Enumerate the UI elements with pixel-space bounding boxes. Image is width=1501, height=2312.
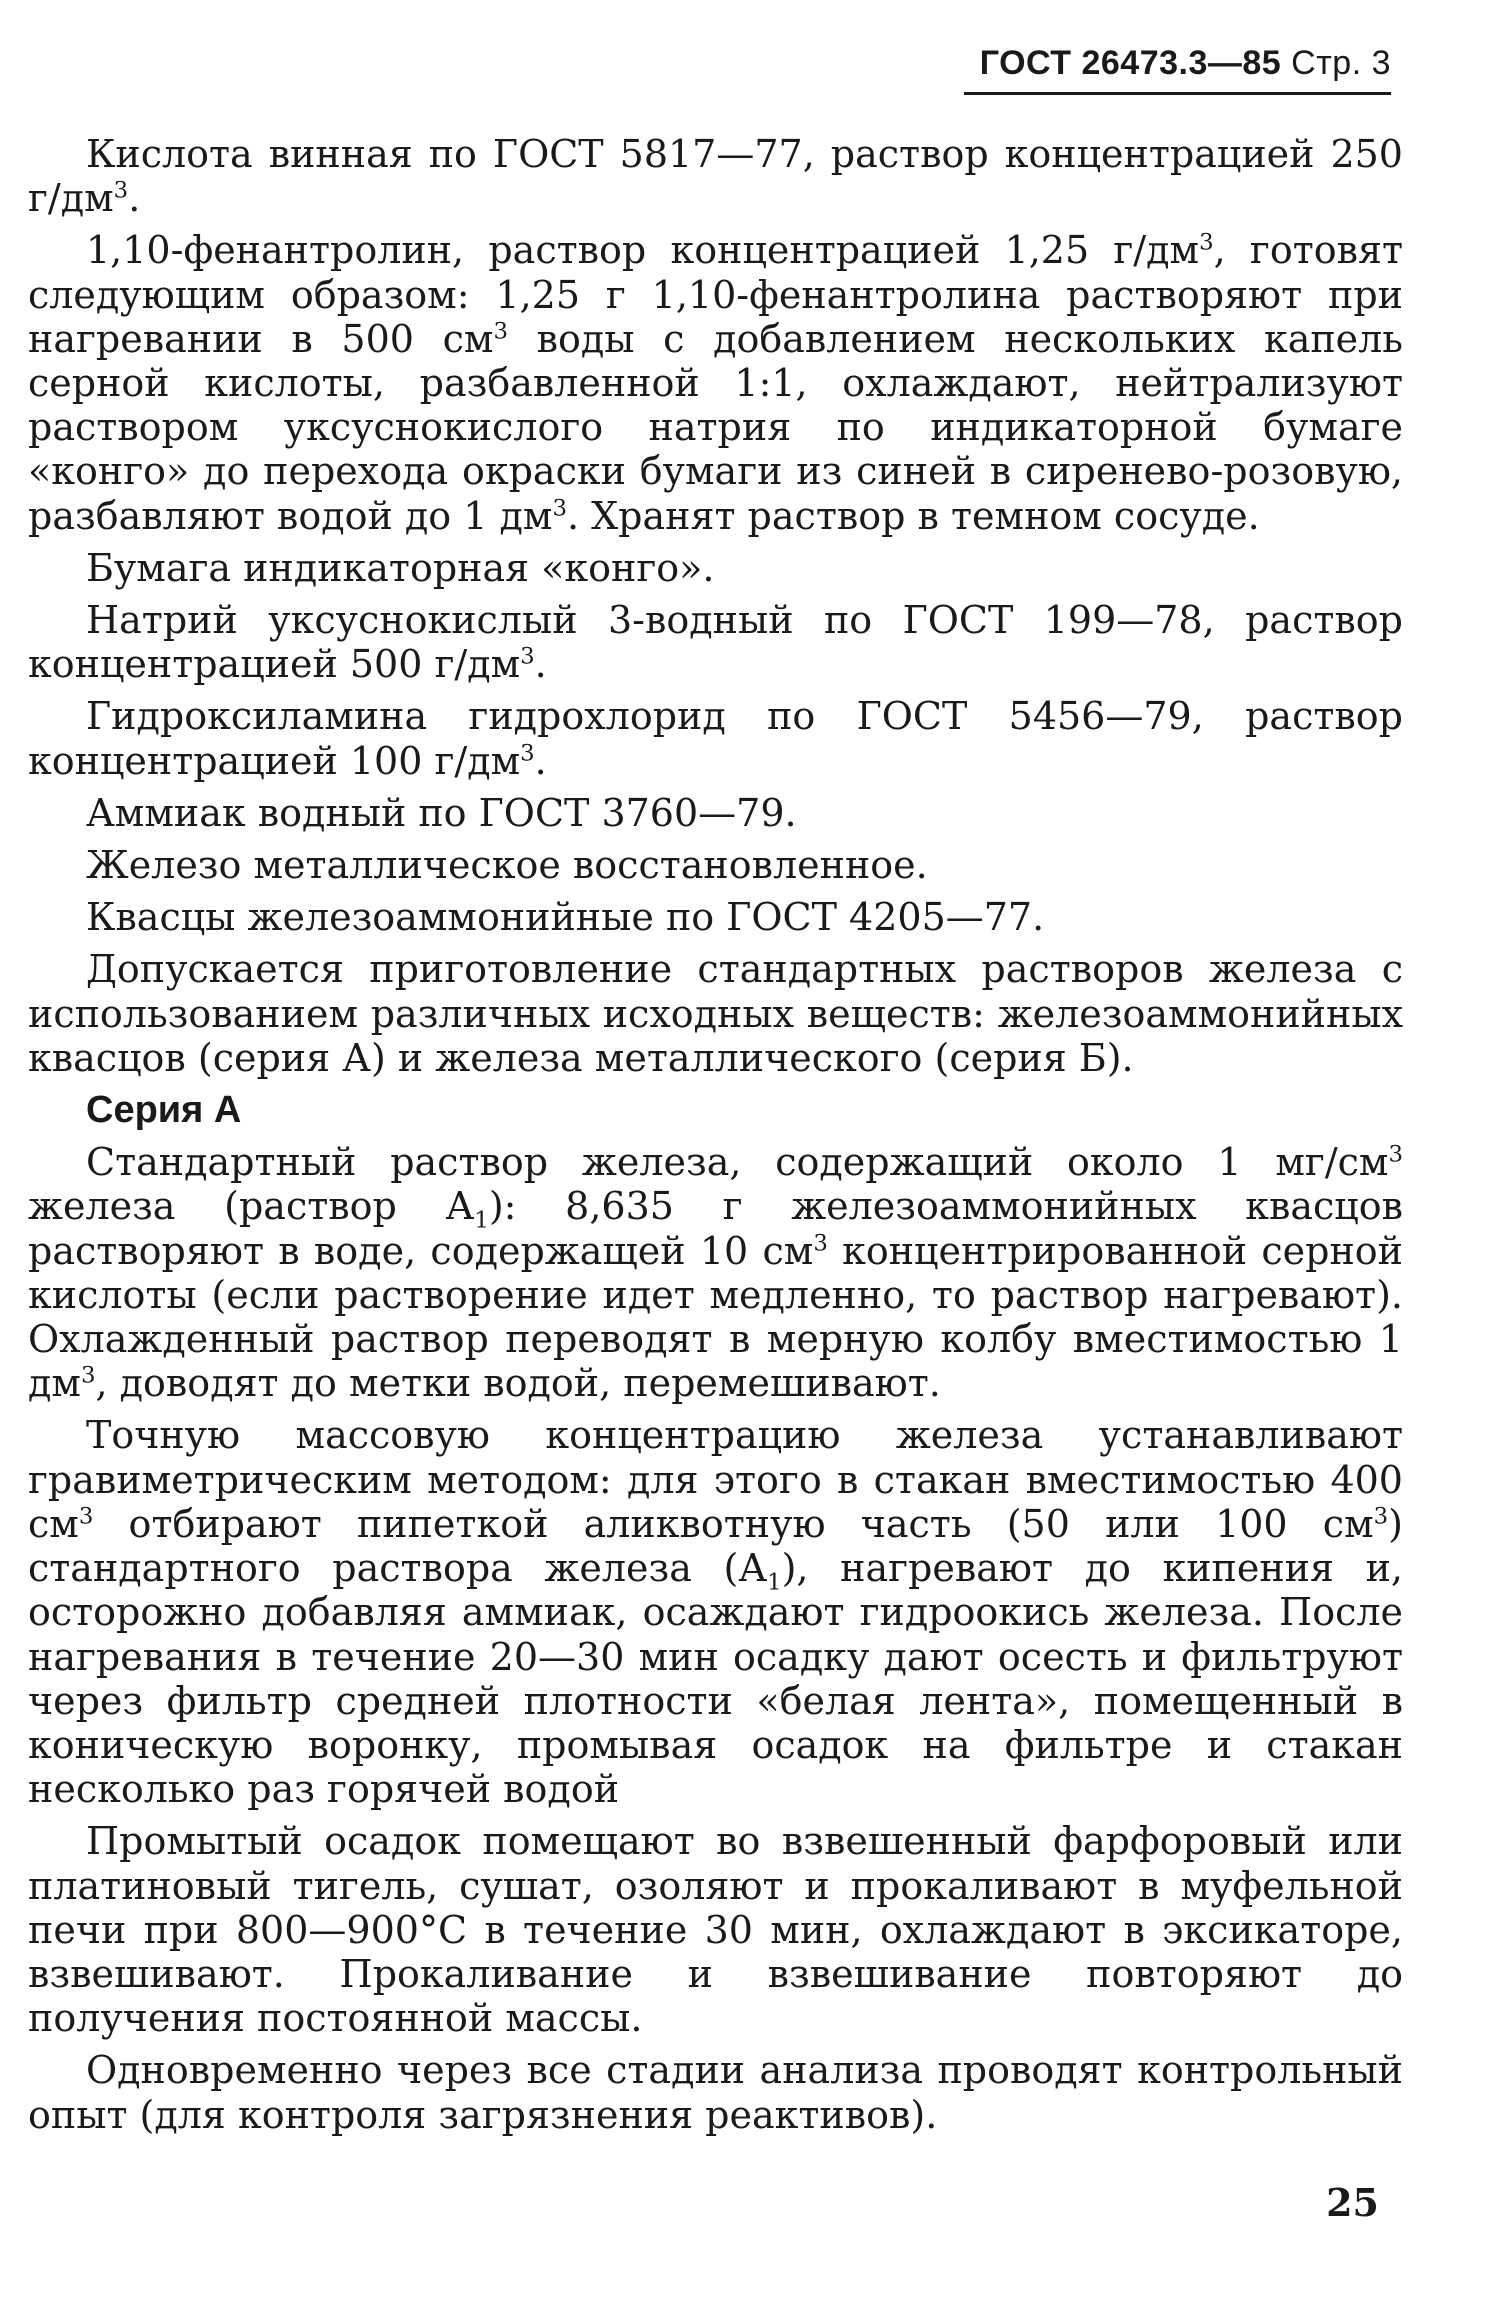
page-number: 25 [1326,2180,1379,2225]
header-page-label: Стр. 3 [1291,44,1391,82]
paragraph: Допускается приготовление стандартных растворов железа с использованием различных исходных веществ: железоаммонийных квасцов (серия А) и железа металлического (серия Б). [28,947,1403,1080]
paragraph: Промытый осадок помещают во взвешенный фарфоровый или платиновый тигель, сушат, озоляют и прокаливают в муфельной печи при 800—900°С в течение 30 мин, охлаждают в эксикаторе, взвешивают. Прокаливание и взвешивание повторяют до получения постоянной массы. [28,1819,1403,2041]
paragraph: Стандартный раствор железа, содержащий около 1 $мг/см^3$ железа (раствор $А_1$): 8,635 г железоаммонийных квасцов растворяют в воде, содержащей 10 $см^3$ концентрированной серной кислоты (если растворение идет медленно, то раствор нагревают). Охлажденный раствор переводят в мерную колбу вместимостью 1 $дм^3$, доводят до метки водой, перемешивают. [28,1140,1404,1406]
paragraph: 1,10-фенантролин, раствор концентрацией 1,25 $г/дм^3$, готовят следующим образом: 1,25 г 1,10-фенантролина растворяют при нагревании в 500 $см^3$ воды с добавлением нескольких капель серной кислоты, разбавленной 1:1, охлаждают, нейтрализуют раствором уксуснокислого натрия по индикаторной бумаге «конго» до перехода окраски бумаги из синей в сиренево-розовую, разбавляют водой до 1 $дм^3$. Хранят раствор в темном сосуде. [28,228,1404,538]
paragraph: Железо металлическое восстановленное. [86,843,928,888]
paragraph: Точную массовую концентрацию железа устанавливают гравиметрическим методом: для этого в стакан вместимостью 400 $см^3$ отбирают пипеткой аликвотную часть (50 или 100 $см^3$) стандартного раствора железа $(А_1)$, нагревают до кипения и, осторожно добавляя аммиак, осаждают гидроокись железа. После нагревания в течение 20—30 мин осадку дают осесть и фильтруют через фильтр средней плотности «белая лента», помещенный в коническую воронку, промывая осадок на фильтре и стакан несколько раз горячей водой [28,1413,1403,1812]
header-doc-id: ГОСТ 26473.3—85 [979,44,1282,82]
paragraph: Натрий уксуснокислый 3-водный по ГОСТ 199—78, раствор концентрацией 500 $г/дм^3$. [28,598,1403,687]
page-header [980,44,1391,83]
document-body [28,132,1403,2145]
paragraph: Квасцы железоаммонийные по ГОСТ 4205—77. [86,895,1045,940]
section-heading: Серия А [86,1089,242,1132]
paragraph: Аммиак водный по ГОСТ 3760—79. [86,790,797,835]
paragraph: Кислота винная по ГОСТ 5817—77, раствор концентрацией 250 $г/дм^3$. [28,132,1403,221]
paragraph: Бумага индикаторная «конго». [86,545,715,590]
paragraph: Одновременно через все стадии анализа проводят контрольный опыт (для контроля загрязнения реактивов). [28,2048,1403,2137]
header-rule [964,92,1391,95]
paragraph: Гидроксиламина гидрохлорид по ГОСТ 5456—79, раствор концентрацией 100 $г/дм^3$. [28,694,1403,783]
